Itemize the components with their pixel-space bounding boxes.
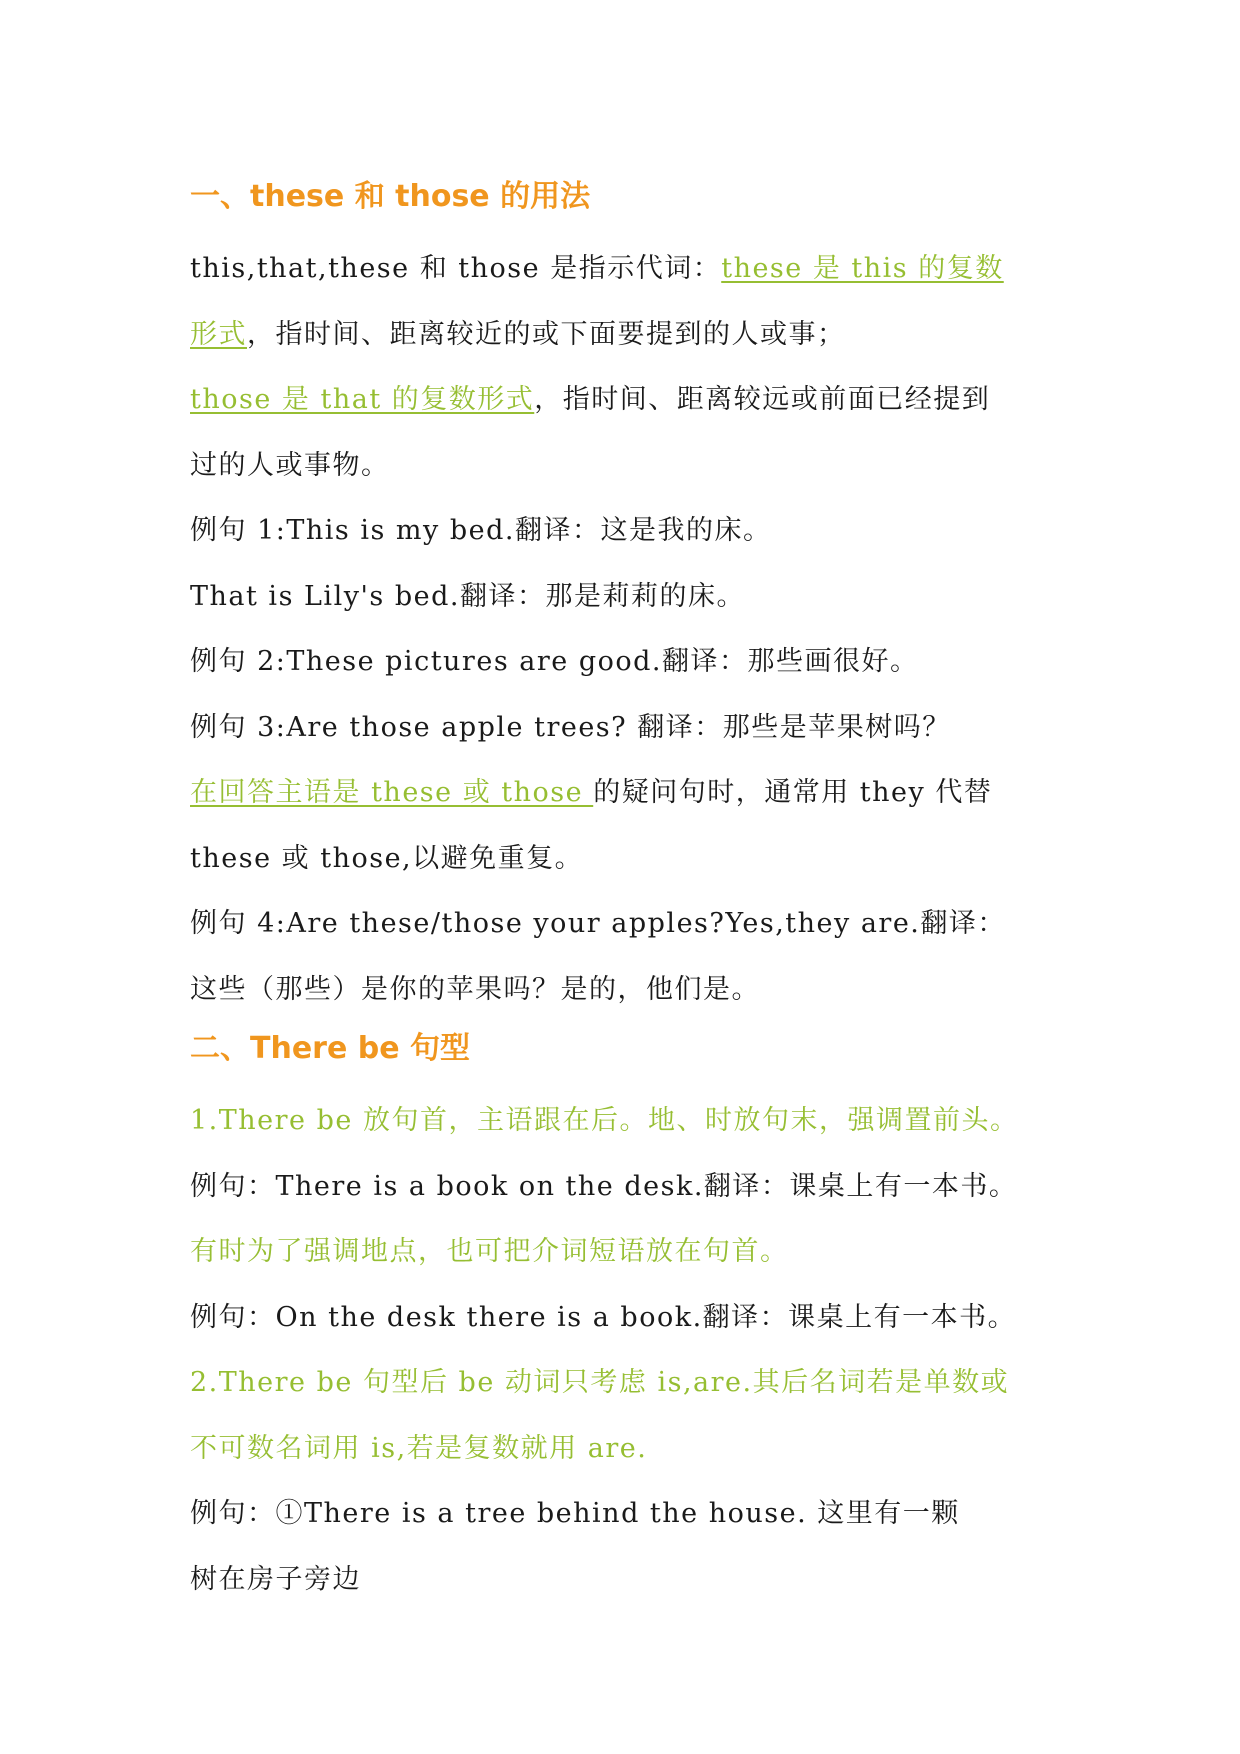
body-text: this,that,these 和 those 是指示代词： [190, 253, 722, 284]
rule-text: 1.There be 放句首，主语跟在后。地、时放句末，强调置前头。 [190, 1105, 1019, 1136]
example-sentence: 例句：On the desk there is a book.翻译：课桌上有一本书。 [190, 1301, 1017, 1333]
highlighted-text: 在回答主语是 these 或 those [190, 777, 594, 808]
body-text: 的疑问句时，通常用 they 代替 [593, 777, 993, 808]
example-sentence: 例句 4:Are these/those your apples?Yes,they are.翻译： [190, 908, 1006, 939]
example-sentence: 例句：There is a book on the desk.翻译：课桌上有一本书。 [190, 1170, 1018, 1202]
example-translation: 这些（那些）是你的苹果吗？是的，他们是。 [190, 973, 760, 1005]
body-text: ，指时间、距离较近的或下面要提到的人或事； [247, 318, 846, 350]
example-sentence: 例句 3:Are those apple trees? 翻译：那些是苹果树吗？ [190, 711, 951, 743]
body-text: ，指时间、距离较远或前面已经提到 [534, 384, 991, 415]
highlighted-text: 形式 [190, 318, 247, 350]
example-translation: 树在房子旁边 [190, 1563, 361, 1595]
document-page [190, 170, 1090, 1612]
section-heading-there-be: 二、There be 句型 [190, 1031, 471, 1066]
paragraph-line [190, 236, 1090, 302]
paragraph-line [190, 760, 1090, 826]
example-sentence: That is Lily's bed.翻译：那是莉莉的床。 [190, 580, 745, 612]
highlighted-text: these 是 this 的复数 [721, 253, 1004, 284]
paragraph-line [190, 302, 1090, 368]
example-sentence: 例句 1:This is my bed.翻译：这是我的床。 [190, 515, 772, 546]
example-sentence: 例句 2:These pictures are good.翻译：那些画很好。 [190, 646, 919, 677]
rule-text: 2.There be 句型后 be 动词只考虑 is,are.其后名词若是单数或 [190, 1367, 1010, 1398]
example-sentence: 例句：①There is a tree behind the house. 这里有一颗 [190, 1498, 960, 1529]
rule-text: 不可数名词用 is,若是复数就用 are. [190, 1432, 648, 1464]
paragraph-line [190, 367, 1090, 433]
paragraph-line: these 或 those,以避免重复。 [190, 842, 584, 874]
highlighted-text: those 是 that 的复数形式 [190, 384, 535, 415]
rule-text: 有时为了强调地点，也可把介词短语放在句首。 [190, 1236, 789, 1267]
section-heading-these-those: 一、these 和 those 的用法 [190, 179, 591, 214]
paragraph-line: 过的人或事物。 [190, 449, 390, 481]
